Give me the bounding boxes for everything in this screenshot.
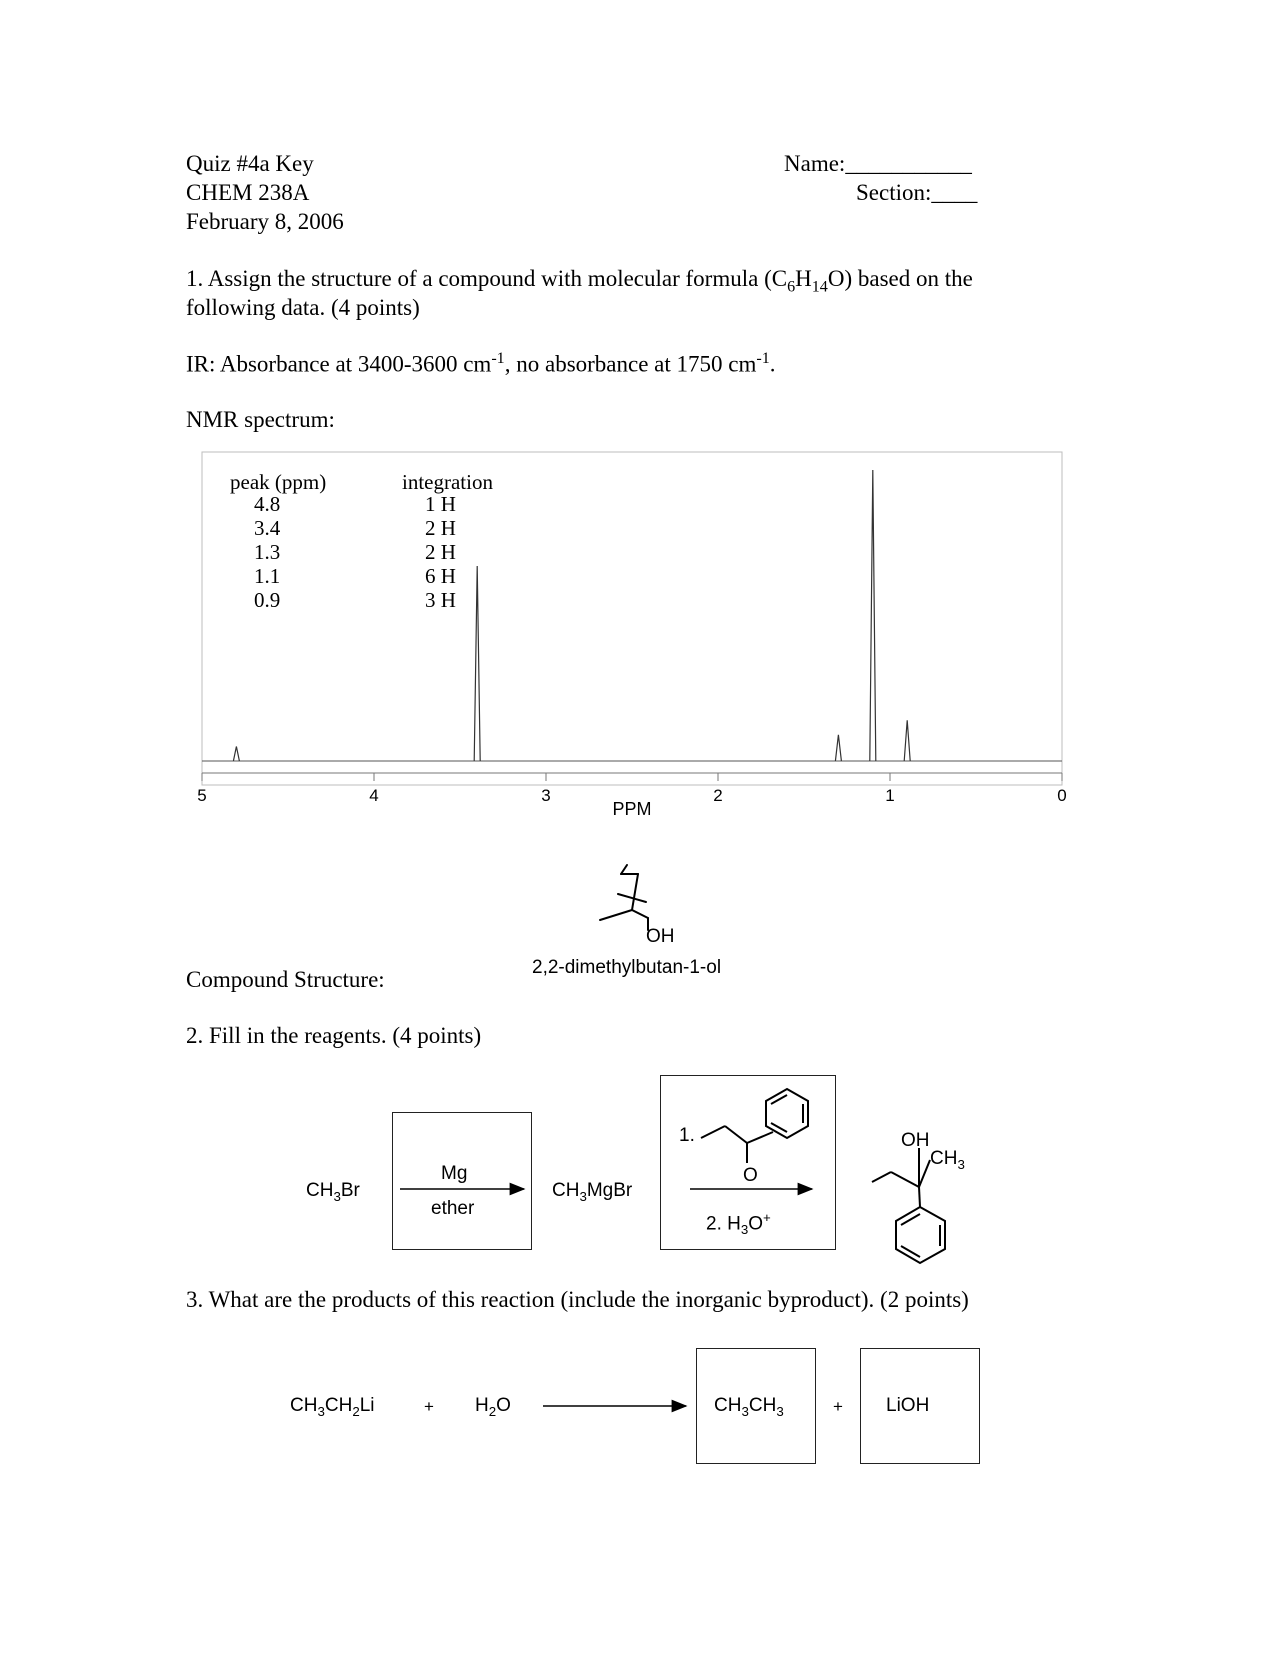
nmr-peak <box>474 566 480 761</box>
answer-iupac-name: 2,2-dimethylbutan-1-ol <box>532 957 722 978</box>
q3-plus-2: + <box>833 1397 843 1416</box>
nmr-tick-label: 1 <box>885 786 895 805</box>
ketone-oxygen-label: O <box>743 1165 758 1186</box>
nmr-x-axis-label: PPM <box>612 799 652 819</box>
q2-scheme <box>0 1060 1280 1280</box>
nmr-peak <box>904 720 910 761</box>
peak-value: 0.9 <box>254 588 281 612</box>
step-2-label: 2. $H_3O^+$ <box>706 1210 771 1238</box>
reagent-mg: Mg <box>441 1163 468 1184</box>
q2-starting-material: $CH_3Br$ <box>306 1180 360 1204</box>
product-oh-label: OH <box>901 1130 930 1151</box>
nmr-tick-label: 5 <box>197 786 207 805</box>
peak-value: 1.1 <box>254 564 281 588</box>
answer-structure <box>580 860 700 940</box>
reagent-ether: ether <box>431 1198 475 1219</box>
section-label: Section: <box>856 180 932 205</box>
ir-data: IR: Absorbance at 3400-3600 $cm^{-1}$, no absorbance at 1750 $cm^{-1}$. <box>186 350 776 377</box>
alcohol-product-structure <box>872 1148 945 1263</box>
answer-oh-label: OH <box>646 926 675 947</box>
peak-value: 4.8 <box>254 492 281 516</box>
integration-values <box>425 492 456 612</box>
q2-grignard-intermediate: $CH_3MgBr$ <box>552 1180 633 1204</box>
q3-reactant-water: $H_2O$ <box>475 1395 511 1419</box>
nmr-tick-label: 2 <box>713 786 723 805</box>
nmr-tick-label: 4 <box>369 786 379 805</box>
question-1-line-2: following data. (4 points) <box>186 295 420 320</box>
step-1-label: 1. <box>679 1125 695 1146</box>
section-blank[interactable]: ____ <box>931 180 978 205</box>
ketone-structure <box>701 1089 808 1163</box>
peak-values <box>254 492 280 612</box>
q3-product-ethane: $CH_3CH_3$ <box>714 1395 784 1419</box>
q3-plus-1: + <box>424 1397 434 1416</box>
q3-product-lioh: LiOH <box>886 1395 930 1416</box>
q3-reactant-ethyllithium: $CH_3CH_2Li$ <box>290 1395 375 1419</box>
name-blank[interactable]: ___________ <box>845 151 972 176</box>
integration-value: 3 H <box>425 588 456 612</box>
integration-column-header: integration <box>402 470 493 494</box>
peak-value: 3.4 <box>254 516 281 540</box>
integration-value: 2 H <box>425 516 456 540</box>
nmr-peak <box>870 470 876 761</box>
nmr-tick-label: 3 <box>541 786 551 805</box>
nmr-plot-frame <box>202 452 1062 785</box>
nmr-tick-label: 0 <box>1057 786 1067 805</box>
peak-value: 1.3 <box>254 540 281 564</box>
quiz-date: February 8, 2006 <box>186 209 344 234</box>
quiz-title: Quiz #4a Key <box>186 151 314 176</box>
nmr-peak <box>835 735 841 761</box>
name-label: Name: <box>784 151 846 176</box>
compound-structure-label: Compound Structure: <box>186 967 385 992</box>
course-code: CHEM 238A <box>186 180 310 205</box>
product-ch3-label: $CH_3$ <box>930 1148 965 1172</box>
nmr-peak <box>233 746 239 761</box>
integration-value: 1 H <box>425 492 456 516</box>
q3-arrow-svg <box>0 1380 1280 1420</box>
integration-value: 2 H <box>425 540 456 564</box>
question-3-prompt: 3. What are the products of this reaction (include the inorganic byproduct). (2 points) <box>186 1287 969 1312</box>
peak-column-header: peak (ppm) <box>230 470 327 494</box>
question-1-line-1: 1. Assign the structure of a compound with molecular formula $(C_6H_{14}O)$ based on the <box>186 266 973 296</box>
question-2-prompt: 2. Fill in the reagents. (4 points) <box>186 1023 482 1048</box>
integration-value: 6 H <box>425 564 456 588</box>
nmr-label: NMR spectrum: <box>186 407 335 432</box>
nmr-peak-group <box>202 470 1062 761</box>
